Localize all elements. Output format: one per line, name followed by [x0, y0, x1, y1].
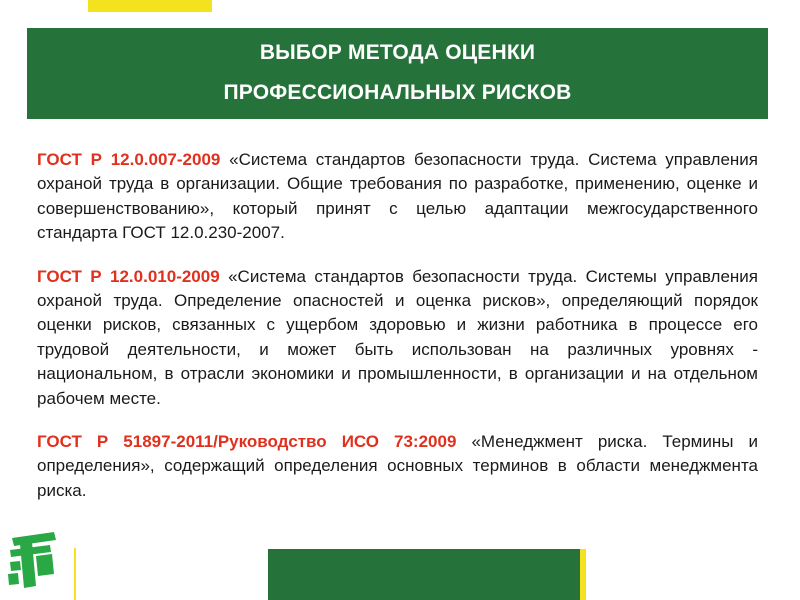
- content-area: [37, 148, 758, 503]
- standard-code: ГОСТ Р 51897-2011/Руководство ИСО 73:2009: [37, 432, 457, 452]
- standard-paragraph-3: [37, 430, 758, 503]
- page-title-line-1: ВЫБОР МЕТОДА ОЦЕНКИ: [259, 41, 536, 64]
- standard-description: «Менеджмент риска. Термины и определения», содержащий определения основных терминов в области менеджмента риска.: [37, 432, 758, 500]
- standard-description: «Система стандартов безопасности труда. Системы управления охраной труда. Определение опасностей и оценка рисков», определяющий порядок оценки рисков, связанных с ущербом здоровью и жизни работника в процессе его трудовой деятельности, и может быть использован на различных уровнях - национальном, в отрасли экономики и промышленности, в организации и на отдельном рабочем месте.: [37, 266, 759, 408]
- logo-divider: [74, 548, 76, 600]
- standard-description: «Система стандартов безопасности труда. Система управления охраной труда в организации. Общие требования по разработке, применению, оценке и совершенствованию», который принят с целью адаптации межгосударственного стандарта ГОСТ 12.0.230-2007.: [37, 150, 758, 243]
- green-logo-icon: [6, 530, 68, 590]
- bottom-accent-strip: [580, 549, 586, 600]
- standard-paragraph-2: [37, 265, 758, 411]
- page-title-line-2: ПРОФЕССИОНАЛЬНЫХ РИСКОВ: [223, 81, 572, 104]
- bottom-footer-block: [268, 549, 580, 600]
- standard-code: ГОСТ Р 12.0.007-2009: [37, 150, 221, 169]
- title-banner: [27, 28, 768, 119]
- standard-code: ГОСТ Р 12.0.010-2009: [37, 266, 220, 286]
- standard-paragraph-1: [37, 148, 758, 246]
- top-accent-bar: [88, 0, 212, 12]
